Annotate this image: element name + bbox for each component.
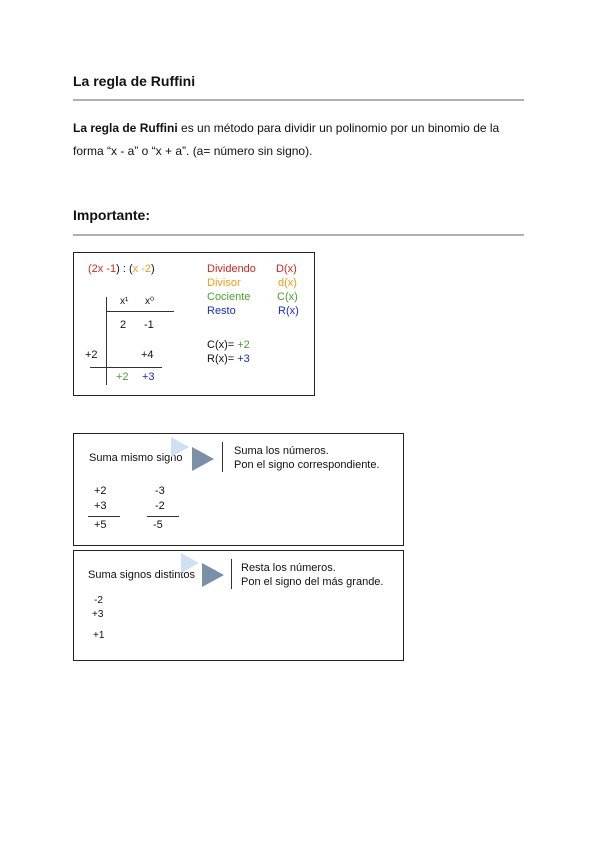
section-heading: Importante: bbox=[73, 207, 150, 223]
diff-sign-label: Suma signos distintos bbox=[88, 569, 195, 581]
ex1-result: +5 bbox=[94, 519, 107, 531]
ex1-term-1: +2 bbox=[94, 485, 107, 497]
ruffini-horizontal-line bbox=[90, 367, 162, 368]
remainder-label: R(x)= bbox=[207, 353, 238, 365]
remainder-value: +3 bbox=[237, 353, 250, 365]
title-divider bbox=[73, 99, 524, 101]
intro-line2: forma “x - a” o “x + a”. (a= número sin signo). bbox=[73, 144, 313, 158]
same-sign-rule-2: Pon el signo correspondiente. bbox=[234, 459, 380, 471]
paren-close: ) bbox=[150, 263, 155, 275]
legend-divisor-symbol: d(x) bbox=[278, 277, 297, 289]
quotient-line bbox=[207, 339, 250, 351]
legend-quotient-symbol: C(x) bbox=[277, 291, 298, 303]
ruffini-figure bbox=[73, 252, 315, 396]
header-underline bbox=[107, 311, 174, 312]
quotient-value: +2 bbox=[237, 339, 250, 351]
ex2-term-1: -3 bbox=[155, 485, 165, 497]
header-x1: x¹ bbox=[120, 296, 129, 307]
arrow-right-icon bbox=[202, 563, 224, 587]
diff-sign-rule-2: Pon el signo del más grande. bbox=[241, 576, 384, 588]
legend-divisor-label: Divisor bbox=[207, 277, 241, 289]
same-sign-label: Suma mismo signo bbox=[89, 452, 183, 464]
dividend-expr: 2x -1 bbox=[91, 263, 117, 275]
legend-quotient-label: Cociente bbox=[207, 291, 251, 303]
coef-2: -1 bbox=[144, 319, 154, 331]
intro-bold: La regla de Ruffini bbox=[73, 121, 178, 135]
ex3-result: +1 bbox=[93, 630, 105, 641]
intro-line1: es un método para dividir un polinomio por un binomio de la bbox=[177, 121, 500, 135]
ex3-term-2: +3 bbox=[92, 609, 104, 620]
paren-open: ( bbox=[88, 263, 92, 275]
ex2-term-2: -2 bbox=[155, 500, 165, 512]
page-title: La regla de Ruffini bbox=[73, 73, 196, 89]
arrow-right-icon bbox=[192, 447, 214, 471]
header-x0: x⁰ bbox=[145, 296, 155, 307]
section-divider bbox=[73, 234, 524, 236]
ex3-term-1: -2 bbox=[94, 595, 103, 606]
quotient-label: C(x)= bbox=[207, 339, 238, 351]
paren-sep: ) : ( bbox=[116, 263, 133, 275]
diff-sign-separator bbox=[231, 559, 232, 589]
ex2-result: -5 bbox=[153, 519, 163, 531]
legend-remainder-symbol: R(x) bbox=[278, 305, 299, 317]
diff-sign-box bbox=[73, 550, 404, 661]
ex1-term-2: +3 bbox=[94, 500, 107, 512]
coef-1: 2 bbox=[120, 319, 127, 331]
ex2-sum-line bbox=[147, 516, 179, 517]
legend-dividend-symbol: D(x) bbox=[276, 263, 297, 275]
product-value: +4 bbox=[141, 349, 154, 361]
result-quotient: +2 bbox=[116, 371, 129, 383]
a-value: +2 bbox=[85, 349, 98, 361]
divisor-expr: x -2 bbox=[132, 263, 151, 275]
intro-paragraph bbox=[73, 117, 528, 163]
same-sign-box bbox=[73, 433, 404, 546]
result-remainder: +3 bbox=[142, 371, 155, 383]
ex1-sum-line bbox=[88, 516, 120, 517]
same-sign-rule-1: Suma los números. bbox=[234, 445, 329, 457]
same-sign-separator bbox=[222, 442, 223, 472]
division-expression bbox=[88, 263, 155, 275]
diff-sign-rule-1: Resta los números. bbox=[241, 562, 336, 574]
ruffini-vertical-line bbox=[106, 297, 107, 385]
legend-dividend-label: Dividendo bbox=[207, 263, 256, 275]
legend-remainder-label: Resto bbox=[207, 305, 236, 317]
remainder-line bbox=[207, 353, 250, 365]
